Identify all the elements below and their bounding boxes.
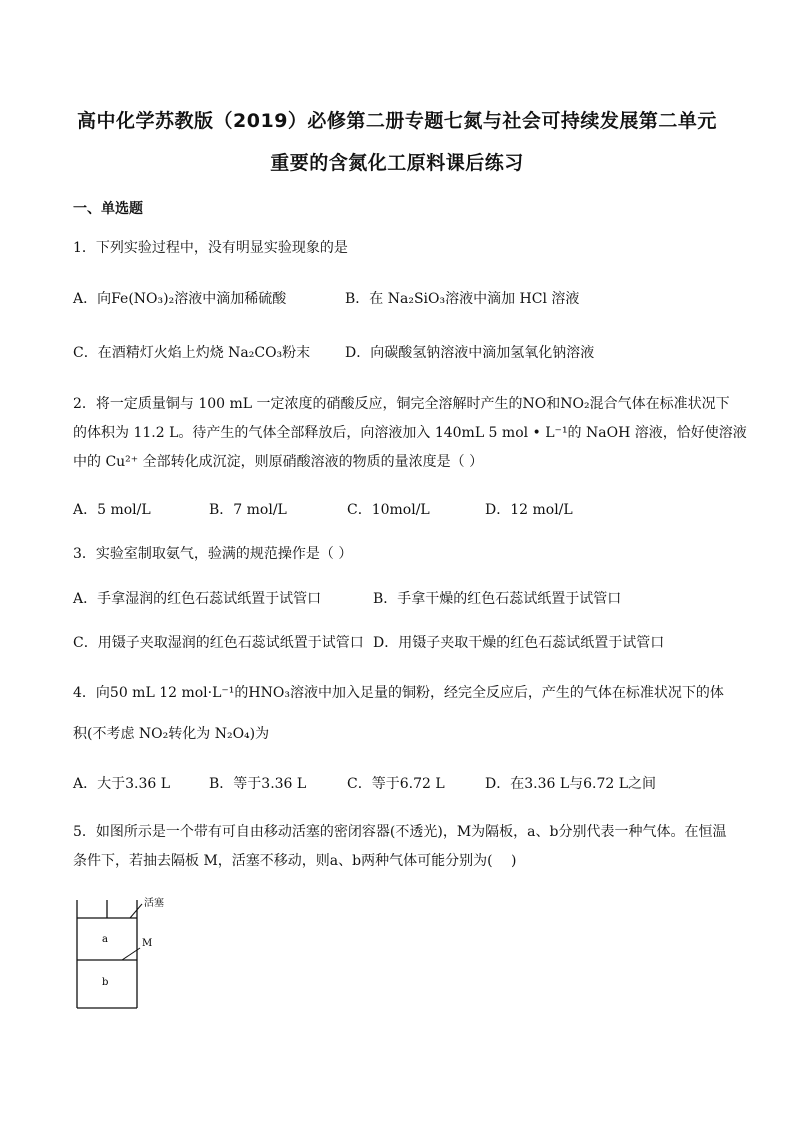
q3-stem: 3．实验室制取氨气，验满的规范操作是（ ） [73, 546, 353, 562]
q3-option-c: C．用镊子夹取湿润的红色石蕊试纸置于试管口 [73, 635, 364, 651]
q2-stem-line2: 的体积为 11.2 L。待产生的气体全部释放后，向溶液加入 140mL 5 mol • L⁻¹的 NaOH 溶液，恰好使溶液 [73, 425, 747, 441]
q1-option-b: B．在 Na₂SiO₃溶液中滴加 HCl 溶液 [345, 291, 580, 307]
q3-option-d: D．用镊子夹取干燥的红色石蕊试纸置于试管口 [373, 635, 665, 651]
gas-b-label: b [102, 977, 109, 988]
q2-option-c: C．10mol/L [347, 502, 430, 518]
q3-option-b: B．手拿干燥的红色石蕊试纸置于试管口 [373, 591, 622, 607]
q1-option-a: A．向Fe(NO₃)₂溶液中滴加稀硫酸 [73, 291, 287, 307]
q3-option-a: A．手拿湿润的红色石蕊试纸置于试管口 [73, 591, 322, 607]
q5-stem-line2: 条件下，若抽去隔板 M，活塞不移动，则a、b两种气体可能分别为( ) [73, 853, 517, 869]
q4-option-b: B．等于3.36 L [209, 776, 307, 792]
q1-option-d: D．向碳酸氢钠溶液中滴加氢氧化钠溶液 [345, 345, 595, 361]
document-title-line1: 高中化学苏教版（2019）必修第二册专题七氮与社会可持续发展第二单元 [77, 110, 717, 132]
q4-option-a: A．大于3.36 L [73, 776, 171, 792]
q2-option-d: D．12 mol/L [485, 502, 573, 518]
q4-option-d: D．在3.36 L与6.72 L之间 [485, 776, 657, 792]
q4-stem-line1: 4．向50 mL 12 mol·L⁻¹的HNO₃溶液中加入足量的铜粉，经完全反应后，产生的气体在标准状况下的体 [73, 685, 724, 701]
q4-stem-line2: 积(不考虑 NO₂转化为 N₂O₄)为 [73, 726, 270, 742]
document-title-line2: 重要的含氮化工原料课后练习 [270, 152, 524, 174]
gas-a-label: a [102, 934, 108, 945]
q2-stem-line1: 2．将一定质量铜与 100 mL 一定浓度的硝酸反应，铜完全溶解时产生的NO和NO₂混合气体在标准状况下 [73, 396, 730, 412]
piston-leader [130, 904, 142, 918]
q1-option-c: C．在酒精灯火焰上灼烧 Na₂CO₃粉末 [73, 345, 311, 361]
partition-label: M [142, 938, 153, 949]
q4-option-c: C．等于6.72 L [347, 776, 445, 792]
piston-label: 活塞 [144, 898, 164, 909]
q2-stem-line3: 中的 Cu²⁺ 全部转化成沉淀，则原硝酸溶液的物质的量浓度是（ ） [73, 454, 484, 470]
q5-stem-line1: 5．如图所示是一个带有可自由移动活塞的密闭容器(不透光)，M为隔板，a、b分别代表一种气体。在恒温 [73, 824, 727, 840]
q2-option-b: B．7 mol/L [209, 502, 287, 518]
section-heading: 一、单选题 [73, 201, 143, 217]
q2-option-a: A．5 mol/L [73, 502, 151, 518]
container-diagram [62, 890, 212, 1020]
q1-stem: 1．下列实验过程中，没有明显实验现象的是 [73, 240, 348, 256]
